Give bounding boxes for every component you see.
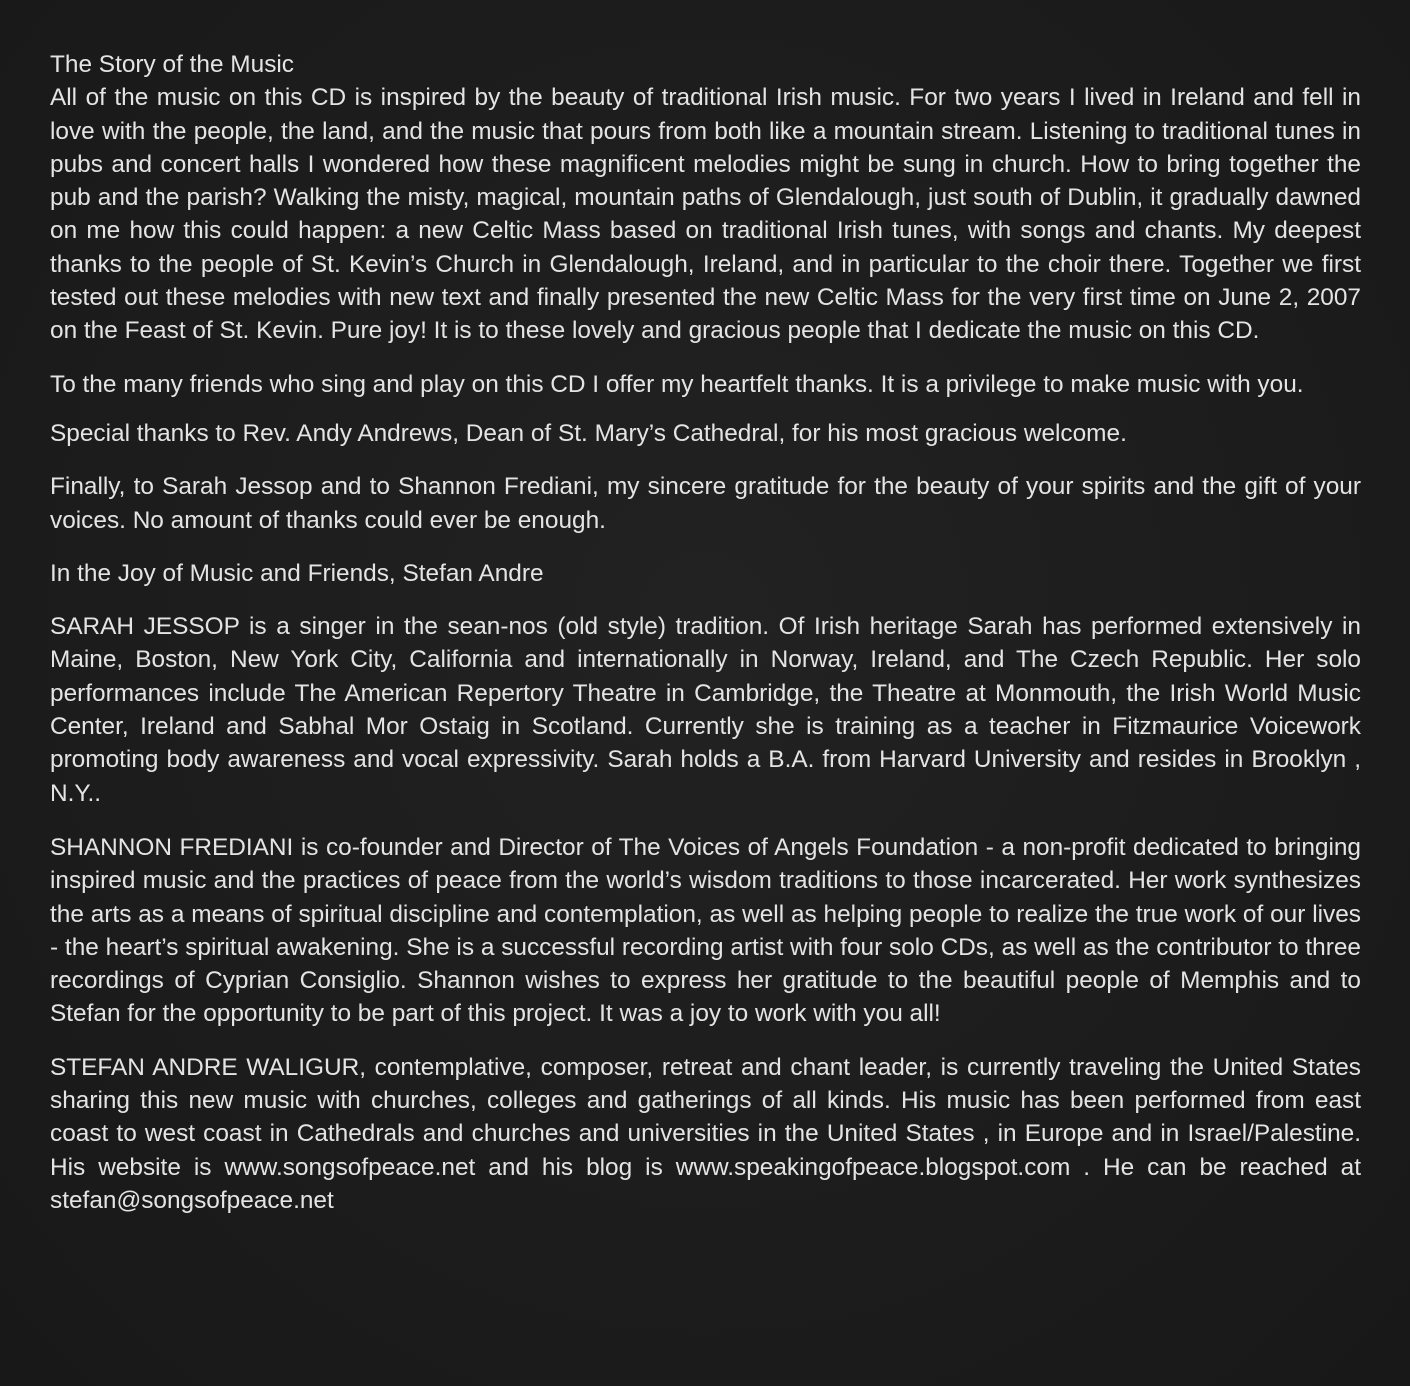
- special-thanks-paragraph: Special thanks to Rev. Andy Andrews, Dean of St. Mary’s Cathedral, for his most gracious welcome.: [50, 419, 1127, 447]
- gratitude-paragraph: Finally, to Sarah Jessop and to Shannon Frediani, my sincere gratitude for the beauty of your spirits and the gift of your voices. No amount of thanks could ever be enough.: [50, 473, 1361, 534]
- section-title: The Story of the Music: [50, 51, 295, 78]
- bio-sarah-jessop: SARAH JESSOP is a singer in the sean-nos (old style) tradition. Of Irish heritage Sarah has performed extensively in Maine, Boston, New York City, California and internationally in Norway, Ireland, and The Czech Republic. Her solo performances include The American Repertory Theatre in Cambridge, the Theatre at Monmouth, the Irish World Music Center, Ireland and Sabhal Mor Ostaig in Scotland. Currently she is training as a teacher in Fitzmaurice Voicework promoting body awareness and vocal expressivity. Sarah holds a B.A. from Harvard University and resides in Brooklyn , N.Y..: [50, 613, 1361, 807]
- bio-stefan-andre-waligur: STEFAN ANDRE WALIGUR, contemplative, composer, retreat and chant leader, is currently traveling the United States sharing this new music with churches, colleges and gatherings of all kinds. His music has been performed from east coast to west coast in Cathedrals and churches and universities in the United States , in Europe and in Israel/Palestine. His website is www.songsofpeace.net and his blog is www.speakingofpeace.blogspot.com . He can be reached at stefan@songsofpeace.net: [50, 1053, 1361, 1214]
- thanks-friends-paragraph: To the many friends who sing and play on this CD I offer my heartfelt thanks. It is a privilege to make music with you.: [50, 370, 1304, 398]
- liner-notes-text: [50, 48, 1361, 1217]
- signature-line: In the Joy of Music and Friends, Stefan Andre: [50, 559, 544, 587]
- bio-shannon-frediani: SHANNON FREDIANI is co-founder and Director of The Voices of Angels Foundation - a non-profit dedicated to bringing inspired music and the practices of peace from the world’s wisdom traditions to those incarcerated. Her work synthesizes the arts as a means of spiritual discipline and contemplation, as well as helping people to realize the true work of our lives - the heart’s spiritual awakening. She is a successful recording artist with four solo CDs, as well as the contributor to three recordings of Cyprian Consiglio. Shannon wishes to express her gratitude to the beautiful people of Memphis and to Stefan for the opportunity to be part of this project. It was a joy to work with you all!: [50, 833, 1361, 1028]
- story-paragraph: All of the music on this CD is inspired by the beauty of traditional Irish music. For two years I lived in Ireland and fell in love with the people, the land, and the music that pours from both like a mountain stream. Listening to traditional tunes in pubs and concert halls I wondered how these magnificent melodies might be sung in church. How to bring together the pub and the parish? Walking the misty, magical, mountain paths of Glendalough, just south of Dublin, it gradually dawned on me how this could happen: a new Celtic Mass based on traditional Irish tunes, with songs and chants. My deepest thanks to the people of St. Kevin’s Church in Glendalough, Ireland, and in particular to the choir there. Together we first tested out these melodies with new text and finally presented the new Celtic Mass for the very first time on June 2, 2007 on the Feast of St. Kevin. Pure joy! It is to these lovely and gracious people that I dedicate the music on this CD.: [50, 84, 1361, 345]
